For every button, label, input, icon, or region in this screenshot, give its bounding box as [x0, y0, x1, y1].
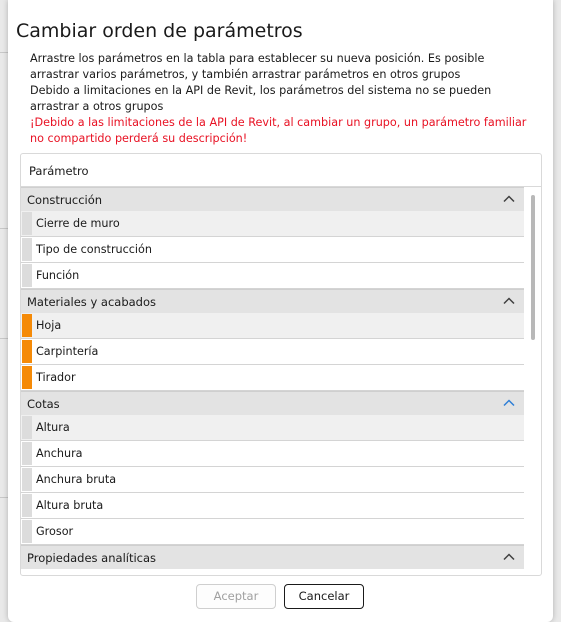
grid-rows [21, 187, 524, 569]
drag-handle[interactable] [22, 264, 32, 287]
description-line-drag: Arrastre los parámetros en la tabla para establecer su nueva posición. Es posible arrastrar varios parámetros, y también arrastrar parámetros en otros grupos [30, 52, 485, 81]
parameter-label: Grosor [36, 525, 74, 538]
drag-handle[interactable] [22, 442, 32, 465]
parameter-row[interactable] [21, 263, 524, 289]
parameter-row[interactable] [21, 339, 524, 365]
dialog-title: Cambiar orden de parámetros [16, 20, 303, 42]
parameter-label: Altura bruta [36, 499, 104, 512]
drag-handle[interactable] [22, 366, 32, 389]
group-header[interactable] [21, 545, 524, 569]
chevron-up-icon[interactable] [502, 192, 516, 206]
description-line-limitation: Debido a limitaciones en la API de Revit, los parámetros del sistema no se pueden arrastrar a otros grupos [30, 84, 492, 113]
drag-handle[interactable] [22, 494, 32, 517]
reorder-parameters-dialog [8, 0, 553, 622]
parameter-label: Anchura bruta [36, 473, 117, 486]
chevron-up-icon[interactable] [502, 550, 516, 564]
backdrop-line [0, 52, 8, 53]
parameter-label: Carpintería [36, 345, 99, 358]
scrollbar-thumb[interactable] [531, 195, 535, 340]
parameter-label: Tipo de construcción [36, 243, 152, 256]
chevron-up-icon[interactable] [502, 396, 516, 410]
chevron-up-icon[interactable] [502, 294, 516, 308]
group-header-label: Propiedades analíticas [27, 551, 157, 565]
group-header-label: Construcción [27, 193, 103, 207]
parameter-row[interactable] [21, 365, 524, 391]
parameter-row[interactable] [21, 519, 524, 545]
parameter-label: Hoja [36, 319, 62, 332]
parameter-row[interactable] [21, 211, 524, 237]
dialog-description [30, 51, 535, 147]
parameter-row[interactable] [21, 493, 524, 519]
drag-handle[interactable] [22, 314, 32, 337]
group-header[interactable] [21, 391, 524, 415]
backdrop-line [0, 338, 8, 339]
drag-handle[interactable] [22, 520, 32, 543]
parameter-row[interactable] [21, 441, 524, 467]
column-header-label: Parámetro [29, 164, 89, 178]
drag-handle[interactable] [22, 340, 32, 363]
drag-handle[interactable] [22, 416, 32, 439]
backdrop-line [0, 497, 8, 498]
grid-column-header[interactable] [21, 154, 541, 187]
drag-handle[interactable] [22, 468, 32, 491]
parameter-label: Cierre de muro [36, 217, 120, 230]
cancel-button[interactable]: Cancelar [284, 584, 364, 609]
parameter-label: Altura [36, 421, 70, 434]
parameters-grid [20, 153, 542, 576]
parameter-label: Anchura [36, 447, 83, 460]
group-header-label: Cotas [27, 397, 60, 411]
warning-text: ¡Debido a las limitaciones de la API de Revit, al cambiar un grupo, un parámetro familiar no compartido perderá su descripción! [30, 116, 527, 145]
backdrop-line [0, 228, 8, 229]
drag-handle[interactable] [22, 238, 32, 261]
parameter-row[interactable] [21, 237, 524, 263]
vertical-scrollbar[interactable] [526, 188, 540, 574]
parameter-row[interactable] [21, 313, 524, 339]
group-header[interactable] [21, 187, 524, 211]
group-header-label: Materiales y acabados [27, 295, 156, 309]
accept-button[interactable]: Aceptar [196, 584, 276, 609]
parameter-row[interactable] [21, 415, 524, 441]
drag-handle[interactable] [22, 212, 32, 235]
parameter-label: Tirador [36, 371, 76, 384]
parameter-row[interactable] [21, 467, 524, 493]
group-header[interactable] [21, 289, 524, 313]
parameter-label: Función [36, 269, 80, 282]
